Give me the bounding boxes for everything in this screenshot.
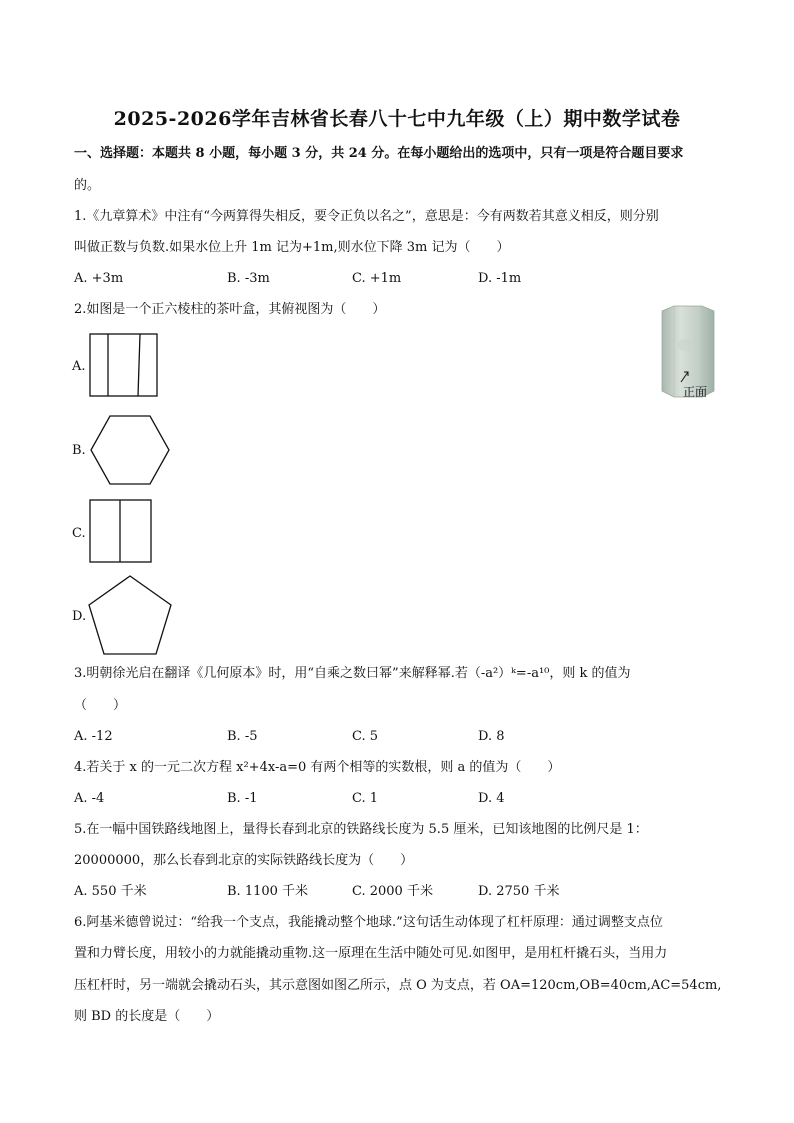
q2-option-a-figure — [88, 332, 160, 398]
q6-line1: 6.阿基米德曾说过：“给我一个支点，我能撬动整个地球.”这句话生动体现了杠杆原理：通过调整支点位 — [74, 915, 663, 930]
q5-option-b[interactable]: B. 1100 千米 — [227, 884, 309, 899]
q4-option-c[interactable]: C. 1 — [352, 791, 379, 806]
q2-option-b-figure — [88, 414, 172, 488]
q3-option-d[interactable]: D. 8 — [478, 729, 505, 744]
q1-line1: 1.《九章算术》中注有“今两算得失相反，要令正负以名之”，意思是：今有两数若其意义相反，则分别 — [74, 209, 659, 224]
q1-option-a[interactable]: A. +3m — [74, 271, 124, 286]
q4-line1: 4.若关于 x 的一元二次方程 x²+4x-a=0 有两个相等的实数根，则 a 的值为（ ） — [74, 760, 561, 775]
q4-option-b[interactable]: B. -1 — [227, 791, 258, 806]
q4-options — [74, 790, 634, 808]
q5-line1: 5.在一幅中国铁路线地图上，量得长春到北京的铁路线长度为 5.5 厘米，已知该地图的比例尺是 1： — [74, 822, 648, 837]
q3-options — [74, 728, 634, 746]
q6-line4: 则 BD 的长度是（ ） — [74, 1009, 220, 1024]
q3-option-a[interactable]: A. -12 — [74, 729, 113, 744]
q3-option-b[interactable]: B. -5 — [227, 729, 258, 744]
q6-line2: 置和力臂长度，用较小的力就能撬动重物.这一原理在生活中随处可见.如图甲，是用杠杆撬石头，当用力 — [74, 946, 668, 961]
front-view-caption: 正面 — [683, 385, 708, 399]
q4-option-a[interactable]: A. -4 — [74, 791, 105, 806]
q5-option-c[interactable]: C. 2000 千米 — [352, 884, 433, 899]
q2-option-b-label[interactable]: B. — [72, 443, 86, 458]
q1-line2: 叫做正数与负数.如果水位上升 1m 记为+1m,则水位下降 3m 记为（ ） — [74, 240, 510, 255]
q3-option-c[interactable]: C. 5 — [352, 729, 379, 744]
q6-line3: 压杠杆时，另一端就会撬动石头，其示意图如图乙所示，点 O 为支点，若 OA=120cm,OB=40cm,AC=54cm, — [74, 978, 722, 993]
q5-option-d[interactable]: D. 2750 千米 — [478, 884, 560, 899]
q4-option-d[interactable]: D. 4 — [478, 791, 505, 806]
q2-option-c-label[interactable]: C. — [72, 526, 86, 541]
front-arrow-icon — [678, 368, 692, 384]
q5-option-a[interactable]: A. 550 千米 — [74, 884, 147, 899]
q5-line2: 20000000，那么长春到北京的实际铁路线长度为（ ） — [74, 853, 414, 868]
q1-options — [74, 270, 634, 288]
q2-option-d-label[interactable]: D. — [72, 609, 87, 624]
q3-line1: 3.明朝徐光启在翻译《几何原本》时，用“自乘之数曰幂”来解释幂.若（-a²）ᵏ=-a¹⁰，则 k 的值为 — [74, 666, 631, 681]
q2-option-d-figure — [86, 574, 176, 658]
section-heading-line1: 一、选择题：本题共 8 小题，每小题 3 分，共 24 分。在每小题给出的选项中，只有一项是符合题目要求 — [74, 146, 684, 161]
q5-options — [74, 883, 634, 901]
q2-option-c-figure — [88, 498, 154, 564]
q2-line1: 2.如图是一个正六棱柱的茶叶盒，其俯视图为（ ） — [74, 302, 386, 317]
section-heading-line2: 的。 — [74, 178, 101, 193]
q1-option-d[interactable]: D. -1m — [478, 271, 522, 286]
q1-option-c[interactable]: C. +1m — [352, 271, 402, 286]
q1-option-b[interactable]: B. -3m — [227, 271, 270, 286]
q2-option-a-label[interactable]: A. — [72, 359, 86, 374]
page-title: 2025-2026学年吉林省长春八十七中九年级（上）期中数学试卷 — [113, 108, 681, 130]
q3-line2: （ ） — [74, 698, 127, 713]
